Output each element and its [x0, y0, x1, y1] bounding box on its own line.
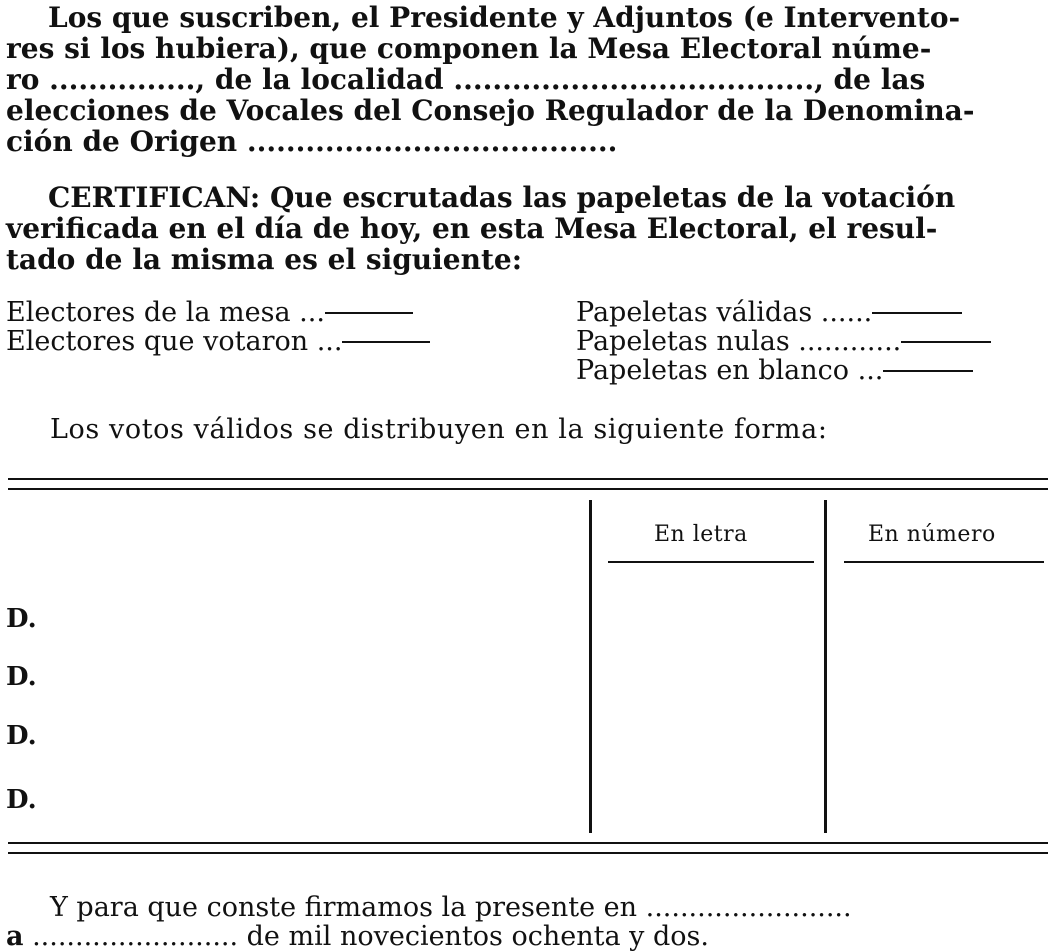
cert-line-1: CERTIFICAN: Que escrutadas las papeletas de la votación	[48, 181, 956, 214]
distribution-intro: Los votos válidos se distribuyen en la siguiente forma:	[50, 414, 828, 445]
electores-votaron-row	[6, 327, 430, 356]
header-line-2: res si los hubiera), que componen la Mesa Electoral núme-	[6, 32, 932, 65]
table-row-label-4: D.	[6, 785, 37, 815]
table-row-label-3: D.	[6, 721, 37, 751]
column-header-numero-underline	[844, 561, 1044, 563]
summary-right	[576, 298, 991, 385]
table-divider-left	[589, 500, 592, 833]
papeletas-validas-label: Papeletas válidas ......	[576, 297, 873, 328]
cert-line-3: tado de la misma es el siguiente:	[6, 243, 523, 276]
closing-line-1: Y para que conste firmamos la presente en ........................	[50, 892, 852, 923]
electores-mesa-label: Electores de la mesa ...	[6, 297, 325, 328]
electores-mesa-row	[6, 298, 430, 327]
table-top-rule-1	[8, 478, 1048, 480]
table-row-label-2: D.	[6, 662, 37, 692]
header-line-4: elecciones de Vocales del Consejo Regulador de la Denomina-	[6, 94, 975, 127]
papeletas-validas-row	[576, 298, 991, 327]
papeletas-nulas-row	[576, 327, 991, 356]
header-line-3: ro ..............., de la localidad ....................................., de las	[6, 63, 926, 96]
papeletas-nulas-blank	[901, 341, 991, 343]
closing-line-2-a: a	[6, 921, 24, 952]
closing-paragraph	[6, 893, 1046, 951]
closing-line-2-rest: ........................ de mil novecientos ochenta y dos.	[23, 921, 709, 952]
certification-paragraph	[6, 182, 1046, 275]
column-header-letra-underline	[608, 561, 814, 563]
summary-left	[6, 298, 430, 356]
papeletas-blanco-label: Papeletas en blanco ...	[576, 355, 884, 386]
table-bottom-rule-2	[8, 852, 1048, 854]
electores-votaron-blank	[342, 341, 430, 343]
table-divider-right	[824, 500, 827, 833]
header-line-5: ción de Origen ......................................	[6, 125, 618, 158]
table-top-rule-2	[8, 488, 1048, 490]
electores-votaron-label: Electores que votaron ...	[6, 326, 343, 357]
header-line-1: Los que suscriben, el Presidente y Adjuntos (e Intervento-	[48, 1, 961, 34]
header-paragraph	[6, 2, 1046, 157]
papeletas-nulas-label: Papeletas nulas ............	[576, 326, 902, 357]
column-header-letra: En letra	[654, 522, 748, 547]
papeletas-blanco-blank	[883, 370, 973, 372]
column-header-numero: En número	[868, 522, 996, 547]
table-bottom-rule-1	[8, 842, 1048, 844]
papeletas-blanco-row	[576, 356, 991, 385]
electores-mesa-blank	[325, 312, 413, 314]
table-row-label-1: D.	[6, 604, 37, 634]
papeletas-validas-blank	[872, 312, 962, 314]
cert-line-2: verificada en el día de hoy, en esta Mesa Electoral, el resul-	[6, 212, 938, 245]
closing-line-2	[6, 922, 1046, 951]
